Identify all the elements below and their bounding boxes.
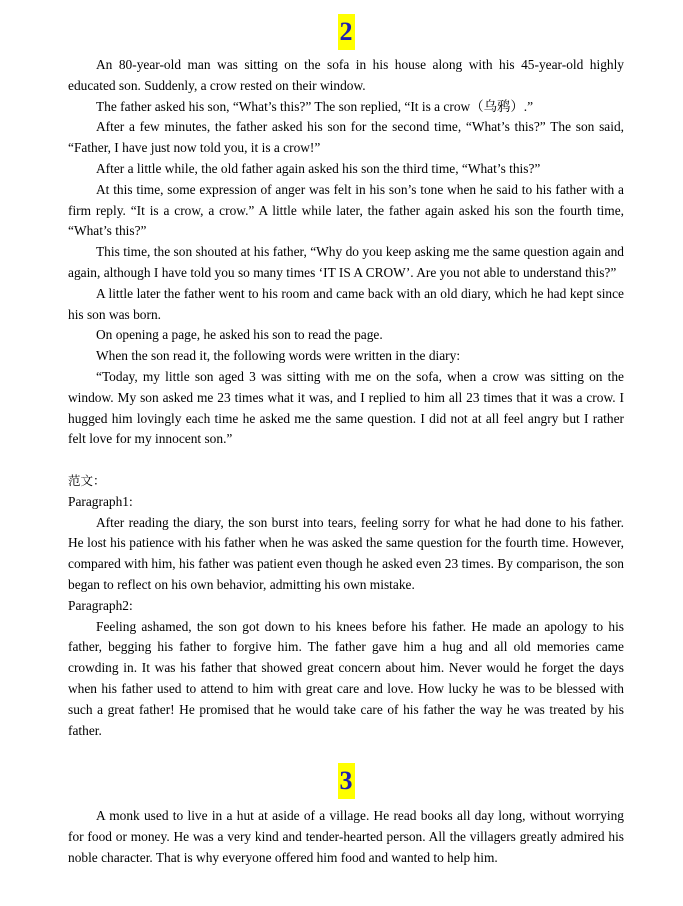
model-essay [68, 471, 624, 741]
story-paragraph: At this time, some expression of anger was felt in his son’s tone when he said to his father with a firm reply. “It is a crow, a crow.” A little while later, the father again asked his son the fourth time, “What’s this?” [68, 181, 624, 239]
document-page [68, 0, 624, 869]
story-2 [68, 55, 624, 450]
paragraph-label: Paragraph2: [68, 597, 133, 613]
paragraph-label: Paragraph1: [68, 493, 133, 509]
story-paragraph: A monk used to live in a hut at aside of a village. He read books all day long, without worrying for food or money. He was a very kind and tender-hearted person. All the villagers greatly admired his noble character. That is why everyone offered him food and wanted to help him. [68, 808, 624, 865]
diary-quote: “Today, my little son aged 3 was sitting with me on the sofa, when a crow was sitting on the window. My son asked me 23 times what it was, and I replied to him all 23 times that it was a crow. I hugged him lovingly each time he asked me the same question. I did not at all feel angry but I rather felt love for my innocent son.” [68, 368, 624, 447]
story-paragraph: After a little while, the old father again asked his son the third time, “What’s this?” [96, 160, 541, 176]
essay-paragraph: After reading the diary, the son burst into tears, feeling sorry for what he had done to his father. He lost his patience with his father when he was asked the same question for the fourth time. However, compared with him, his father was patient even though he asked even 23 times. By comparison, the son began to reflect on his own behavior, admitting his own mistake. [68, 514, 624, 592]
story-paragraph: When the son read it, the following words were written in the diary: [96, 348, 461, 364]
story-paragraph: An 80-year-old man was sitting on the sofa in his house along with his 45-year-old highly educated son. Suddenly, a crow rested on their window. [68, 57, 624, 93]
story-paragraph: After a few minutes, the father asked his son for the second time, “What’s this?” The son said, “Father, I have just now told you, it is a crow!” [68, 119, 624, 156]
story-text: The father asked his son, “What’s this?” The son replied, “It is a crow（乌鸦）.” [96, 98, 534, 114]
story-paragraph: This time, the son shouted at his father, “Why do you keep asking me the same question again and again, although I have told you so many times ‘IT IS A CROW’. Are you not able to understand this?” [68, 244, 624, 280]
spacer [68, 450, 624, 471]
section-number: 2 [338, 14, 355, 50]
story-paragraph: A little later the father went to his room and came back with an old diary, which he had kept since his son was born. [68, 285, 624, 322]
story-paragraph: On opening a page, he asked his son to read the page. [96, 327, 383, 343]
story-paragraph [68, 97, 624, 118]
model-essay-heading: 范文： [68, 472, 106, 488]
essay-paragraph: Feeling ashamed, the son got down to his knees before his father. He made an apology to his father, begging his father to forgive him. The father gave him a hug and all old memories came crowding in. It was his father that showed great concern about him. Never would he forget the days when his father used to attend to him with great care and love. How lucky he was to be blessed with such a great father! He promised that he would take care of his father the way he was treated by his father. [68, 618, 624, 738]
story-3 [68, 806, 624, 868]
section-number: 3 [338, 763, 355, 799]
